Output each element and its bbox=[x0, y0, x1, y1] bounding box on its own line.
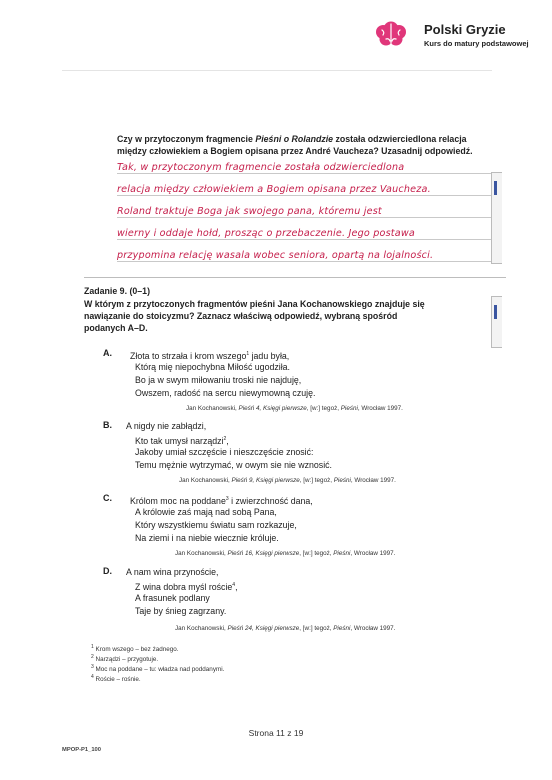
score-box bbox=[491, 296, 502, 348]
brain-icon bbox=[374, 20, 408, 50]
option-a-verse: Bo ja w swym miłowaniu troski nie najduję, bbox=[135, 375, 302, 385]
option-d-verse: Taje by śnieg zagrzany. bbox=[135, 606, 227, 616]
handwritten-answer-line: Tak, w przytoczonym fragmencie została odzwierciedlona bbox=[117, 162, 405, 173]
option-c-button[interactable]: C. bbox=[103, 493, 112, 503]
footnote: $^1$ Krom wszego – bez żadnego. bbox=[91, 644, 179, 654]
page-number: Strona 11 z 19 bbox=[248, 728, 304, 738]
brand-subtitle: Kurs do matury podstawowej bbox=[424, 39, 529, 48]
brand-title: Polski Gryzie bbox=[424, 22, 506, 37]
score-box bbox=[491, 172, 502, 264]
question-text: Czy w przytoczonym fragmencie Pieśni o Rolandzie została odzwierciedlona relacja między człowiekiem a Bogiem opisana przez André Vaucheza? Uzasadnij odpowiedź. bbox=[117, 134, 473, 156]
option-b-verse: Kto tak umysł narządzi$^2$, bbox=[135, 435, 229, 446]
exam-code: MPOP-P1_100 bbox=[62, 747, 101, 753]
task-question: W którym z przytoczonych fragmentów pieśni Jana Kochanowskiego znajduje się nawiązanie do stoicyzmu? Zaznacz właściwą odpowiedź, wybraną spośród podanych A–D. bbox=[84, 299, 425, 333]
option-a-source: Jan Kochanowski, Pieśń 4, Księgi pierwsze, [w:] tegoż, Pieśni, Wrocław 1997. bbox=[186, 405, 403, 412]
option-d-verse: A frasunek podlany bbox=[135, 593, 210, 603]
option-b-verse: A nigdy nie zabłądzi, bbox=[126, 421, 207, 431]
option-b-verse: Temu mężnie wytrzymać, w owym sie nie wznosić. bbox=[135, 460, 333, 470]
option-a-button[interactable]: A. bbox=[103, 348, 112, 358]
divider bbox=[62, 70, 492, 71]
option-a-verse: Owszem, radość na sercu niewymowną czuję. bbox=[135, 388, 316, 398]
option-d-source: Jan Kochanowski, Pieśń 24, Księgi pierwsze, [w:] tegoż, Pieśni, Wrocław 1997. bbox=[175, 625, 396, 632]
option-c-source: Jan Kochanowski, Pieśń 16, Księgi pierwsze, [w:] tegoż, Pieśni, Wrocław 1997. bbox=[175, 550, 396, 557]
option-d-button[interactable]: D. bbox=[103, 566, 112, 576]
option-c-verse: Królom moc na poddane$^3$ i zwierzchność dana, bbox=[130, 495, 313, 506]
option-b-verse: Jakoby umiał szczęście i nieszczęście znosić: bbox=[135, 447, 314, 457]
task-divider bbox=[84, 277, 506, 278]
footnote: $^2$ Narządzi – przygotuje. bbox=[91, 654, 159, 664]
option-c-verse: Na ziemi i na niebie wiecznie króluje. bbox=[135, 533, 279, 543]
option-d-verse: A nam wina przynoście, bbox=[126, 567, 219, 577]
option-a-verse: Złota to strzała i krom wszego$^1$ jadu była, bbox=[130, 350, 290, 361]
footnote: $^4$ Roście – rośnie. bbox=[91, 674, 141, 684]
option-b-source: Jan Kochanowski, Pieśń 9, Księgi pierwsze, [w:] tegoż, Pieśni, Wrocław 1997. bbox=[179, 477, 396, 484]
option-c-verse: Który wszystkiemu światu sam rozkazuje, bbox=[135, 520, 297, 530]
handwritten-answer-line: relacja między człowiekiem a Bogiem opisana przez Vaucheza. bbox=[117, 184, 431, 195]
task-title: Zadanie 9. (0–1) bbox=[84, 286, 151, 296]
option-a-verse: Którą mię niepochybna Miłość ugodziła. bbox=[135, 362, 291, 372]
option-b-button[interactable]: B. bbox=[103, 420, 112, 430]
handwritten-answer-line: przypomina relację wasala wobec seniora, opartą na lojalności. bbox=[117, 250, 434, 261]
handwritten-answer-line: Roland traktuje Boga jak swojego pana, któremu jest bbox=[117, 206, 382, 217]
option-c-verse: A królowie zaś mają nad sobą Pana, bbox=[135, 507, 277, 517]
handwritten-answer-line: wierny i oddaje hołd, prosząc o przebaczenie. Jego postawa bbox=[117, 228, 415, 239]
option-d-verse: Z wina dobra myśl roście$^4$, bbox=[135, 581, 238, 592]
footnote: $^3$ Moc na poddane – tu: władza nad poddanymi. bbox=[91, 664, 225, 674]
